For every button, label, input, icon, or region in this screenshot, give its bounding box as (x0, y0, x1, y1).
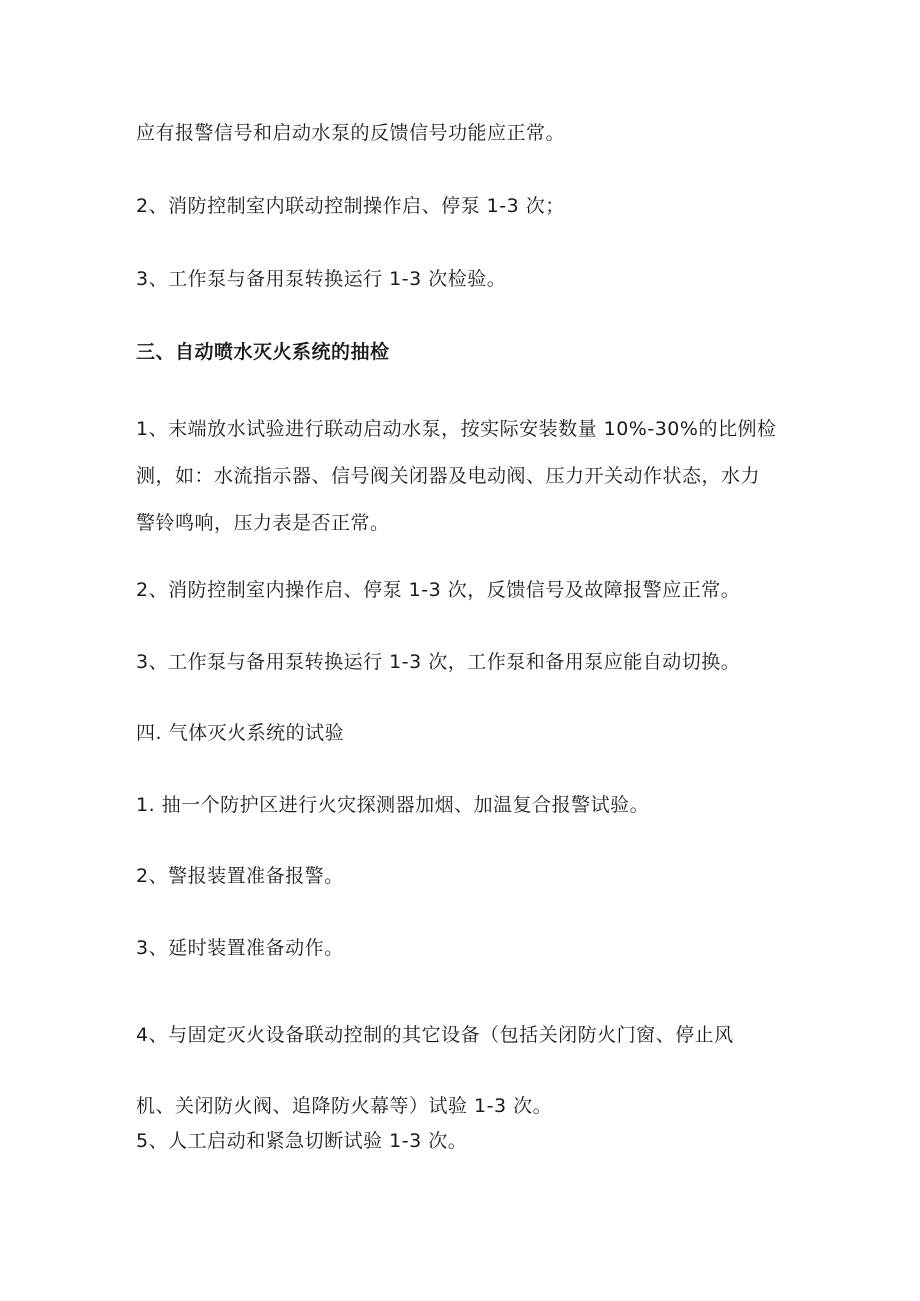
paragraph-line: 1、末端放水试验进行联动启动水泵，按实际安装数量 10%-30%的比例检 (136, 418, 777, 440)
sprinkler-item-3: 3、工作泵与备用泵转换运行 1-3 次，工作泵和备用泵应能自动切换。 (136, 651, 741, 673)
gas-item-4 (136, 1000, 816, 1142)
section-heading-gas: 四. 气体灭火系统的试验 (136, 722, 345, 744)
section-heading-sprinkler: 三、自动喷水灭火系统的抽检 (136, 341, 390, 363)
gas-item-2: 2、警报装置准备报警。 (136, 865, 344, 887)
gas-item-3: 3、延时装置准备动作。 (136, 937, 344, 959)
paragraph-line: 2、消防控制室内联动控制操作启、停泵 1-3 次； (136, 195, 565, 217)
paragraph-line: 应有报警信号和启动水泵的反馈信号功能应正常。 (136, 122, 566, 144)
sprinkler-item-2: 2、消防控制室内操作启、停泵 1-3 次，反馈信号及故障报警应正常。 (136, 579, 741, 601)
gas-item-5: 5、人工启动和紧急切断试验 1-3 次。 (136, 1130, 468, 1152)
paragraph-line: 警铃鸣响，压力表是否正常。 (136, 512, 390, 534)
paragraph-line: 4、与固定灭火设备联动控制的其它设备（包括关闭防火门窗、停止风 (136, 1024, 734, 1046)
paragraph-line: 测，如：水流指示器、信号阀关闭器及电动阀、压力开关动作状态，水力 (136, 465, 761, 487)
sprinkler-item-1 (136, 406, 816, 547)
paragraph-line: 3、工作泵与备用泵转换运行 1-3 次检验。 (136, 268, 507, 290)
paragraph-line: 机、关闭防火阀、追降防火幕等）试验 1-3 次。 (136, 1095, 553, 1117)
gas-item-1: 1. 抽一个防护区进行火灾探测器加烟、加温复合报警试验。 (136, 794, 650, 816)
